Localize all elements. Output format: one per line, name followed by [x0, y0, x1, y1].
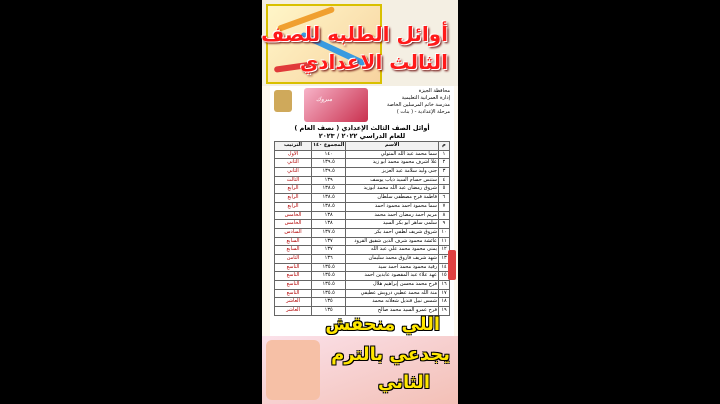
cell-name: يمنى محمود محمد علي عبد الله — [346, 246, 439, 255]
cell-rank: الثاني — [275, 159, 312, 168]
table-row — [275, 211, 450, 220]
cell-total: ١٣٨.٥ — [312, 194, 346, 203]
table-row — [275, 159, 450, 168]
cell-total: ١٣٥.٥ — [312, 272, 346, 281]
cartoon-student-image — [266, 340, 320, 400]
cell-name: سما محمود أحمد محمود أحمد — [346, 202, 439, 211]
school-logo-icon — [274, 90, 292, 112]
cell-name: مريم أحمد رمضان أحمد محمد — [346, 211, 439, 220]
cell-total: ١٣٦ — [312, 254, 346, 263]
table-row — [275, 272, 450, 281]
table-row — [275, 289, 450, 298]
school-info — [366, 88, 450, 116]
video-title-line-2: الثالث الاعدادي — [299, 50, 448, 74]
cell-total: ١٣٧ — [312, 246, 346, 255]
cell-rank: الثاني — [275, 168, 312, 177]
cell-rank: السادس — [275, 228, 312, 237]
cell-n: ١١ — [439, 237, 450, 246]
caption-line-1: اللي منحقش — [325, 314, 440, 335]
results-table — [274, 141, 450, 316]
max-total: ١٤٠ — [313, 142, 323, 149]
cell-n: ٦ — [439, 194, 450, 203]
cell-n: ١ — [439, 150, 450, 159]
cell-total: ١٣٨.٥ — [312, 185, 346, 194]
cell-total: ١٣٥.٥ — [312, 281, 346, 290]
cell-total: ١٣٥ — [312, 298, 346, 307]
school-line: محافظة الجيزة — [418, 88, 450, 94]
document-heading: أوائل الصف الثالث الإعدادي ( نصف العام ) — [294, 124, 430, 132]
table-row — [275, 281, 450, 290]
table-row — [275, 237, 450, 246]
table-row — [275, 194, 450, 203]
cell-n: ٧ — [439, 202, 450, 211]
cell-name: شروق شريف لطفي أحمد بكر — [346, 228, 439, 237]
cell-n: ١٥ — [439, 272, 450, 281]
table-row — [275, 298, 450, 307]
cell-rank: الخامس — [275, 220, 312, 229]
header-number: م — [439, 142, 450, 151]
cell-rank: العاشر — [275, 298, 312, 307]
cell-total: ١٣٥.٥ — [312, 289, 346, 298]
cell-rank: الرابع — [275, 185, 312, 194]
table-row — [275, 176, 450, 185]
cell-n: ١٦ — [439, 281, 450, 290]
table-row — [275, 185, 450, 194]
cell-total: ١٣٩.٥ — [312, 168, 346, 177]
cell-name: علا أشرف محمود محمد أبو زيد — [346, 159, 439, 168]
cell-total: ١٣٨.٥ — [312, 202, 346, 211]
cell-n: ١٨ — [439, 298, 450, 307]
school-line: مدرسة خاتم المرسلين الخاصة — [386, 102, 450, 108]
table-row — [275, 202, 450, 211]
cell-name: ستنس حسام السيد ذياب يوسف — [346, 176, 439, 185]
table-row — [275, 263, 450, 272]
header-total: المجموع ١٤٠ — [312, 142, 346, 151]
cell-rank: العاشر — [275, 307, 312, 316]
cell-rank: الرابع — [275, 202, 312, 211]
cell-n: ٤ — [439, 176, 450, 185]
table-row — [275, 220, 450, 229]
cell-rank: السابع — [275, 237, 312, 246]
card-label: مبروك — [316, 96, 333, 103]
video-title-line-1: أوائل الطلبه للصف — [261, 22, 448, 46]
cell-rank: الرابع — [275, 194, 312, 203]
congratulations-card — [304, 88, 368, 122]
document-subheading: للعام الدراسي ٢٠٢٢ / ٢٠٢٣ — [318, 132, 406, 140]
cell-rank: الأول — [275, 150, 312, 159]
cell-total: ١٣٥ — [312, 307, 346, 316]
caption-line-2: يجدعي بالترم — [331, 344, 450, 365]
cell-n: ١٢ — [439, 246, 450, 255]
cell-n: ٢ — [439, 159, 450, 168]
table-row — [275, 228, 450, 237]
cell-name: شهد شريف فاروق محمد سليمان — [346, 254, 439, 263]
cell-rank: التاسع — [275, 263, 312, 272]
cell-total: ١٣٧ — [312, 237, 346, 246]
caption-line-3: الثاني — [377, 372, 430, 393]
cell-n: ٩ — [439, 220, 450, 229]
cell-rank: التاسع — [275, 281, 312, 290]
cell-n: ١٠ — [439, 228, 450, 237]
cell-name: عهد علاء عبد المقصود عابدين أحمد — [346, 272, 439, 281]
table-row — [275, 254, 450, 263]
cell-rank: السابع — [275, 246, 312, 255]
cell-name: فرح محمد محسن إبراهيم هلال — [346, 281, 439, 290]
cell-name: جنى وليد سلامة عبد العزيز — [346, 168, 439, 177]
header-rank: الترتيب — [275, 142, 312, 151]
cell-total: ١٣٩ — [312, 176, 346, 185]
results-document — [270, 86, 454, 336]
cell-n: ٥ — [439, 185, 450, 194]
cell-n: ٣ — [439, 168, 450, 177]
table-row — [275, 168, 450, 177]
cell-name: فاطمة فرج مصطفى سلطان — [346, 194, 439, 203]
cell-rank: التاسع — [275, 289, 312, 298]
cell-n: ٨ — [439, 211, 450, 220]
table-row — [275, 150, 450, 159]
cell-n: ١٣ — [439, 254, 450, 263]
cell-n: ١٧ — [439, 289, 450, 298]
school-line: مرحلة الإعدادية - ( بنات ) — [396, 109, 450, 115]
cell-name: منة الله محمد عطيي درويش عطيفي — [346, 289, 439, 298]
school-line: إدارة العمرانية التعليمية — [401, 95, 450, 101]
cell-total: ١٣٨ — [312, 211, 346, 220]
cell-total: ١٣٧.٥ — [312, 228, 346, 237]
cell-name: عائشة محمود شرف الدين شفيق القرود — [346, 237, 439, 246]
cell-total: ١٣٨ — [312, 220, 346, 229]
cell-rank: التاسع — [275, 272, 312, 281]
cell-name: شمس نبيل قنديل شعلانه محمد — [346, 298, 439, 307]
cell-total: ١٣٥.٥ — [312, 263, 346, 272]
cell-name: شروق رمضان عبد الله محمد أبوزيد — [346, 185, 439, 194]
cell-name: فرح عمرو السيد محمد صالح — [346, 307, 439, 316]
cell-rank: الثالث — [275, 176, 312, 185]
cell-name: رقية محمود محمد أحمد سيد — [346, 263, 439, 272]
cell-name: سلمى ساهر أبو بكر السيد — [346, 220, 439, 229]
cell-name: سما محمد عبد الله المتولي — [346, 150, 439, 159]
side-decoration — [448, 250, 456, 280]
cell-rank: الثامن — [275, 254, 312, 263]
table-header-row — [275, 142, 450, 151]
cell-n: ١٩ — [439, 307, 450, 316]
cell-total: ١٣٩.٥ — [312, 159, 346, 168]
cell-rank: الخامس — [275, 211, 312, 220]
header-name: الاسم — [346, 142, 439, 151]
table-row — [275, 246, 450, 255]
cell-n: ١٤ — [439, 263, 450, 272]
cell-total: ١٤٠ — [312, 150, 346, 159]
